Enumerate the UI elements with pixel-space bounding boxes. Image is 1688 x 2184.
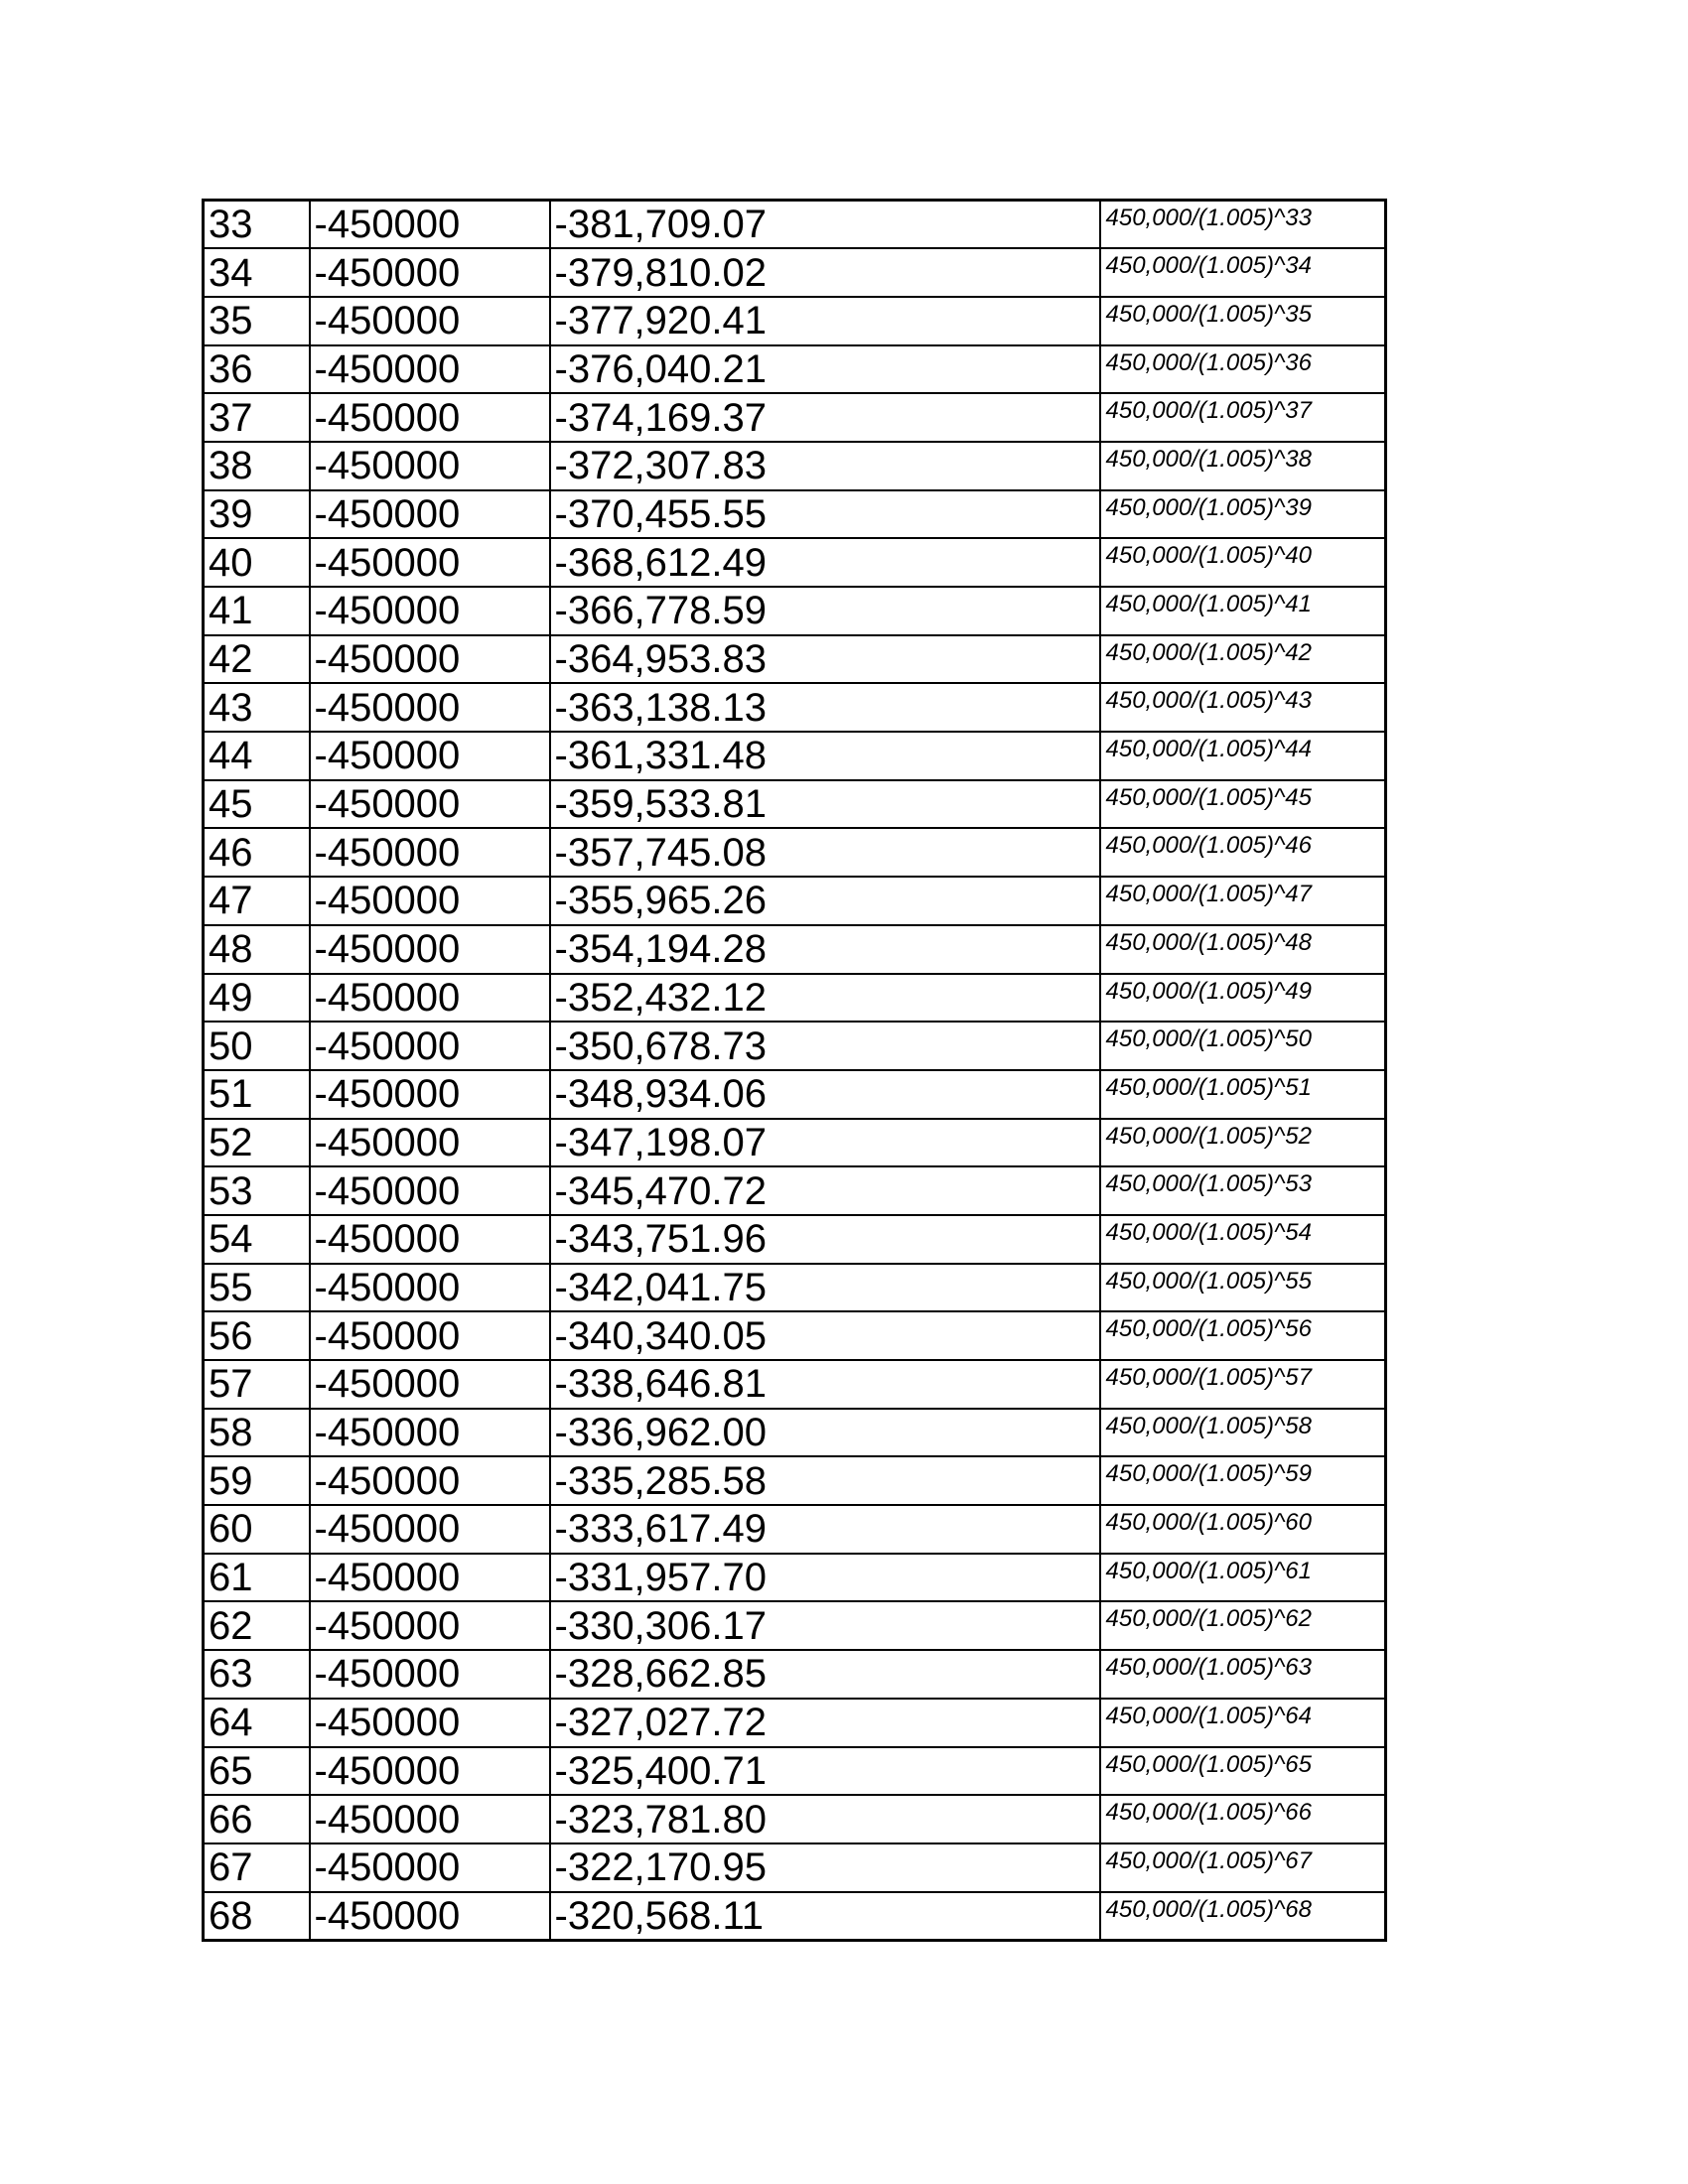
formula-cell: 450,000/(1.005)^50 bbox=[1100, 1022, 1386, 1070]
table-row bbox=[204, 1409, 1386, 1457]
present-value-cell: -374,169.37 bbox=[550, 393, 1100, 442]
table-row bbox=[204, 1360, 1386, 1409]
table-row bbox=[204, 1795, 1386, 1843]
period-cell: 34 bbox=[204, 248, 310, 297]
present-value-table bbox=[202, 199, 1387, 1942]
period-cell: 47 bbox=[204, 877, 310, 925]
formula-cell: 450,000/(1.005)^52 bbox=[1100, 1119, 1386, 1167]
present-value-cell: -330,306.17 bbox=[550, 1601, 1100, 1650]
table-row bbox=[204, 1843, 1386, 1892]
payment-cell: -450000 bbox=[310, 1264, 550, 1312]
formula-cell: 450,000/(1.005)^36 bbox=[1100, 345, 1386, 394]
formula-cell: 450,000/(1.005)^53 bbox=[1100, 1166, 1386, 1215]
present-value-cell: -381,709.07 bbox=[550, 201, 1100, 249]
present-value-cell: -322,170.95 bbox=[550, 1843, 1100, 1892]
table-row bbox=[204, 1554, 1386, 1602]
formula-cell: 450,000/(1.005)^54 bbox=[1100, 1215, 1386, 1264]
table-row bbox=[204, 1650, 1386, 1699]
payment-cell: -450000 bbox=[310, 297, 550, 345]
table-row bbox=[204, 490, 1386, 539]
table-row bbox=[204, 297, 1386, 345]
period-cell: 49 bbox=[204, 974, 310, 1023]
period-cell: 62 bbox=[204, 1601, 310, 1650]
formula-cell: 450,000/(1.005)^62 bbox=[1100, 1601, 1386, 1650]
period-cell: 66 bbox=[204, 1795, 310, 1843]
payment-cell: -450000 bbox=[310, 1409, 550, 1457]
formula-cell: 450,000/(1.005)^33 bbox=[1100, 201, 1386, 249]
formula-cell: 450,000/(1.005)^44 bbox=[1100, 732, 1386, 780]
formula-cell: 450,000/(1.005)^55 bbox=[1100, 1264, 1386, 1312]
formula-cell: 450,000/(1.005)^51 bbox=[1100, 1070, 1386, 1119]
table-row bbox=[204, 1022, 1386, 1070]
present-value-cell: -323,781.80 bbox=[550, 1795, 1100, 1843]
period-cell: 55 bbox=[204, 1264, 310, 1312]
payment-cell: -450000 bbox=[310, 1215, 550, 1264]
formula-cell: 450,000/(1.005)^42 bbox=[1100, 635, 1386, 684]
payment-cell: -450000 bbox=[310, 1070, 550, 1119]
present-value-cell: -331,957.70 bbox=[550, 1554, 1100, 1602]
payment-cell: -450000 bbox=[310, 1747, 550, 1796]
present-value-cell: -357,745.08 bbox=[550, 828, 1100, 877]
formula-cell: 450,000/(1.005)^68 bbox=[1100, 1892, 1386, 1941]
present-value-cell: -377,920.41 bbox=[550, 297, 1100, 345]
period-cell: 44 bbox=[204, 732, 310, 780]
period-cell: 36 bbox=[204, 345, 310, 394]
present-value-cell: -350,678.73 bbox=[550, 1022, 1100, 1070]
payment-cell: -450000 bbox=[310, 1601, 550, 1650]
present-value-cell: -335,285.58 bbox=[550, 1456, 1100, 1505]
formula-cell: 450,000/(1.005)^46 bbox=[1100, 828, 1386, 877]
payment-cell: -450000 bbox=[310, 1650, 550, 1699]
period-cell: 67 bbox=[204, 1843, 310, 1892]
table-row bbox=[204, 248, 1386, 297]
payment-cell: -450000 bbox=[310, 345, 550, 394]
table-row bbox=[204, 1264, 1386, 1312]
present-value-cell: -348,934.06 bbox=[550, 1070, 1100, 1119]
present-value-cell: -352,432.12 bbox=[550, 974, 1100, 1023]
payment-cell: -450000 bbox=[310, 1892, 550, 1941]
period-cell: 52 bbox=[204, 1119, 310, 1167]
period-cell: 45 bbox=[204, 780, 310, 829]
present-value-cell: -325,400.71 bbox=[550, 1747, 1100, 1796]
formula-cell: 450,000/(1.005)^67 bbox=[1100, 1843, 1386, 1892]
formula-cell: 450,000/(1.005)^37 bbox=[1100, 393, 1386, 442]
payment-cell: -450000 bbox=[310, 1022, 550, 1070]
formula-cell: 450,000/(1.005)^64 bbox=[1100, 1699, 1386, 1747]
formula-cell: 450,000/(1.005)^61 bbox=[1100, 1554, 1386, 1602]
present-value-cell: -327,027.72 bbox=[550, 1699, 1100, 1747]
formula-cell: 450,000/(1.005)^43 bbox=[1100, 683, 1386, 732]
period-cell: 41 bbox=[204, 587, 310, 635]
present-value-cell: -342,041.75 bbox=[550, 1264, 1100, 1312]
period-cell: 33 bbox=[204, 201, 310, 249]
table-row bbox=[204, 828, 1386, 877]
table-row bbox=[204, 1070, 1386, 1119]
payment-cell: -450000 bbox=[310, 538, 550, 587]
period-cell: 48 bbox=[204, 925, 310, 974]
period-cell: 46 bbox=[204, 828, 310, 877]
present-value-cell: -320,568.11 bbox=[550, 1892, 1100, 1941]
period-cell: 65 bbox=[204, 1747, 310, 1796]
formula-cell: 450,000/(1.005)^48 bbox=[1100, 925, 1386, 974]
payment-cell: -450000 bbox=[310, 925, 550, 974]
table-row bbox=[204, 683, 1386, 732]
formula-cell: 450,000/(1.005)^47 bbox=[1100, 877, 1386, 925]
payment-cell: -450000 bbox=[310, 974, 550, 1023]
period-cell: 61 bbox=[204, 1554, 310, 1602]
present-value-cell: -368,612.49 bbox=[550, 538, 1100, 587]
formula-cell: 450,000/(1.005)^65 bbox=[1100, 1747, 1386, 1796]
table-row bbox=[204, 1505, 1386, 1554]
present-value-cell: -354,194.28 bbox=[550, 925, 1100, 974]
payment-cell: -450000 bbox=[310, 442, 550, 490]
table-row bbox=[204, 974, 1386, 1023]
payment-cell: -450000 bbox=[310, 1166, 550, 1215]
present-value-cell: -336,962.00 bbox=[550, 1409, 1100, 1457]
formula-cell: 450,000/(1.005)^60 bbox=[1100, 1505, 1386, 1554]
payment-cell: -450000 bbox=[310, 1554, 550, 1602]
present-value-cell: -370,455.55 bbox=[550, 490, 1100, 539]
payment-cell: -450000 bbox=[310, 877, 550, 925]
present-value-cell: -366,778.59 bbox=[550, 587, 1100, 635]
period-cell: 39 bbox=[204, 490, 310, 539]
table-row bbox=[204, 780, 1386, 829]
period-cell: 57 bbox=[204, 1360, 310, 1409]
period-cell: 53 bbox=[204, 1166, 310, 1215]
present-value-cell: -338,646.81 bbox=[550, 1360, 1100, 1409]
formula-cell: 450,000/(1.005)^38 bbox=[1100, 442, 1386, 490]
present-value-cell: -347,198.07 bbox=[550, 1119, 1100, 1167]
table-row bbox=[204, 1601, 1386, 1650]
payment-cell: -450000 bbox=[310, 635, 550, 684]
present-value-cell: -340,340.05 bbox=[550, 1311, 1100, 1360]
payment-cell: -450000 bbox=[310, 1699, 550, 1747]
formula-cell: 450,000/(1.005)^63 bbox=[1100, 1650, 1386, 1699]
payment-cell: -450000 bbox=[310, 248, 550, 297]
table-row bbox=[204, 732, 1386, 780]
payment-cell: -450000 bbox=[310, 1795, 550, 1843]
table-row bbox=[204, 393, 1386, 442]
payment-cell: -450000 bbox=[310, 828, 550, 877]
payment-cell: -450000 bbox=[310, 1843, 550, 1892]
table-body bbox=[204, 201, 1386, 1941]
present-value-cell: -376,040.21 bbox=[550, 345, 1100, 394]
period-cell: 68 bbox=[204, 1892, 310, 1941]
formula-cell: 450,000/(1.005)^35 bbox=[1100, 297, 1386, 345]
present-value-cell: -355,965.26 bbox=[550, 877, 1100, 925]
payment-cell: -450000 bbox=[310, 1119, 550, 1167]
table-row bbox=[204, 1892, 1386, 1941]
present-value-cell: -379,810.02 bbox=[550, 248, 1100, 297]
present-value-cell: -333,617.49 bbox=[550, 1505, 1100, 1554]
payment-cell: -450000 bbox=[310, 1505, 550, 1554]
period-cell: 38 bbox=[204, 442, 310, 490]
payment-cell: -450000 bbox=[310, 780, 550, 829]
period-cell: 37 bbox=[204, 393, 310, 442]
table-row bbox=[204, 1166, 1386, 1215]
present-value-cell: -372,307.83 bbox=[550, 442, 1100, 490]
present-value-cell: -359,533.81 bbox=[550, 780, 1100, 829]
payment-cell: -450000 bbox=[310, 1311, 550, 1360]
payment-cell: -450000 bbox=[310, 732, 550, 780]
payment-cell: -450000 bbox=[310, 490, 550, 539]
formula-cell: 450,000/(1.005)^41 bbox=[1100, 587, 1386, 635]
formula-cell: 450,000/(1.005)^45 bbox=[1100, 780, 1386, 829]
table-row bbox=[204, 1699, 1386, 1747]
payment-cell: -450000 bbox=[310, 1456, 550, 1505]
table-row bbox=[204, 1311, 1386, 1360]
formula-cell: 450,000/(1.005)^56 bbox=[1100, 1311, 1386, 1360]
formula-cell: 450,000/(1.005)^59 bbox=[1100, 1456, 1386, 1505]
formula-cell: 450,000/(1.005)^40 bbox=[1100, 538, 1386, 587]
period-cell: 42 bbox=[204, 635, 310, 684]
formula-cell: 450,000/(1.005)^58 bbox=[1100, 1409, 1386, 1457]
table-row bbox=[204, 587, 1386, 635]
period-cell: 35 bbox=[204, 297, 310, 345]
formula-cell: 450,000/(1.005)^66 bbox=[1100, 1795, 1386, 1843]
present-value-cell: -328,662.85 bbox=[550, 1650, 1100, 1699]
period-cell: 59 bbox=[204, 1456, 310, 1505]
formula-cell: 450,000/(1.005)^39 bbox=[1100, 490, 1386, 539]
period-cell: 40 bbox=[204, 538, 310, 587]
table-row bbox=[204, 345, 1386, 394]
present-value-cell: -364,953.83 bbox=[550, 635, 1100, 684]
present-value-cell: -343,751.96 bbox=[550, 1215, 1100, 1264]
table-row bbox=[204, 1747, 1386, 1796]
present-value-cell: -345,470.72 bbox=[550, 1166, 1100, 1215]
table-row bbox=[204, 1119, 1386, 1167]
table-row bbox=[204, 877, 1386, 925]
period-cell: 54 bbox=[204, 1215, 310, 1264]
period-cell: 60 bbox=[204, 1505, 310, 1554]
table-row bbox=[204, 538, 1386, 587]
payment-cell: -450000 bbox=[310, 587, 550, 635]
formula-cell: 450,000/(1.005)^49 bbox=[1100, 974, 1386, 1023]
table-row bbox=[204, 635, 1386, 684]
period-cell: 64 bbox=[204, 1699, 310, 1747]
period-cell: 51 bbox=[204, 1070, 310, 1119]
table-row bbox=[204, 1456, 1386, 1505]
formula-cell: 450,000/(1.005)^34 bbox=[1100, 248, 1386, 297]
period-cell: 58 bbox=[204, 1409, 310, 1457]
payment-cell: -450000 bbox=[310, 683, 550, 732]
table-row bbox=[204, 201, 1386, 249]
table-row bbox=[204, 1215, 1386, 1264]
period-cell: 63 bbox=[204, 1650, 310, 1699]
formula-cell: 450,000/(1.005)^57 bbox=[1100, 1360, 1386, 1409]
present-value-cell: -363,138.13 bbox=[550, 683, 1100, 732]
present-value-cell: -361,331.48 bbox=[550, 732, 1100, 780]
table-row bbox=[204, 925, 1386, 974]
period-cell: 50 bbox=[204, 1022, 310, 1070]
payment-cell: -450000 bbox=[310, 201, 550, 249]
table-row bbox=[204, 442, 1386, 490]
period-cell: 56 bbox=[204, 1311, 310, 1360]
payment-cell: -450000 bbox=[310, 1360, 550, 1409]
payment-cell: -450000 bbox=[310, 393, 550, 442]
period-cell: 43 bbox=[204, 683, 310, 732]
